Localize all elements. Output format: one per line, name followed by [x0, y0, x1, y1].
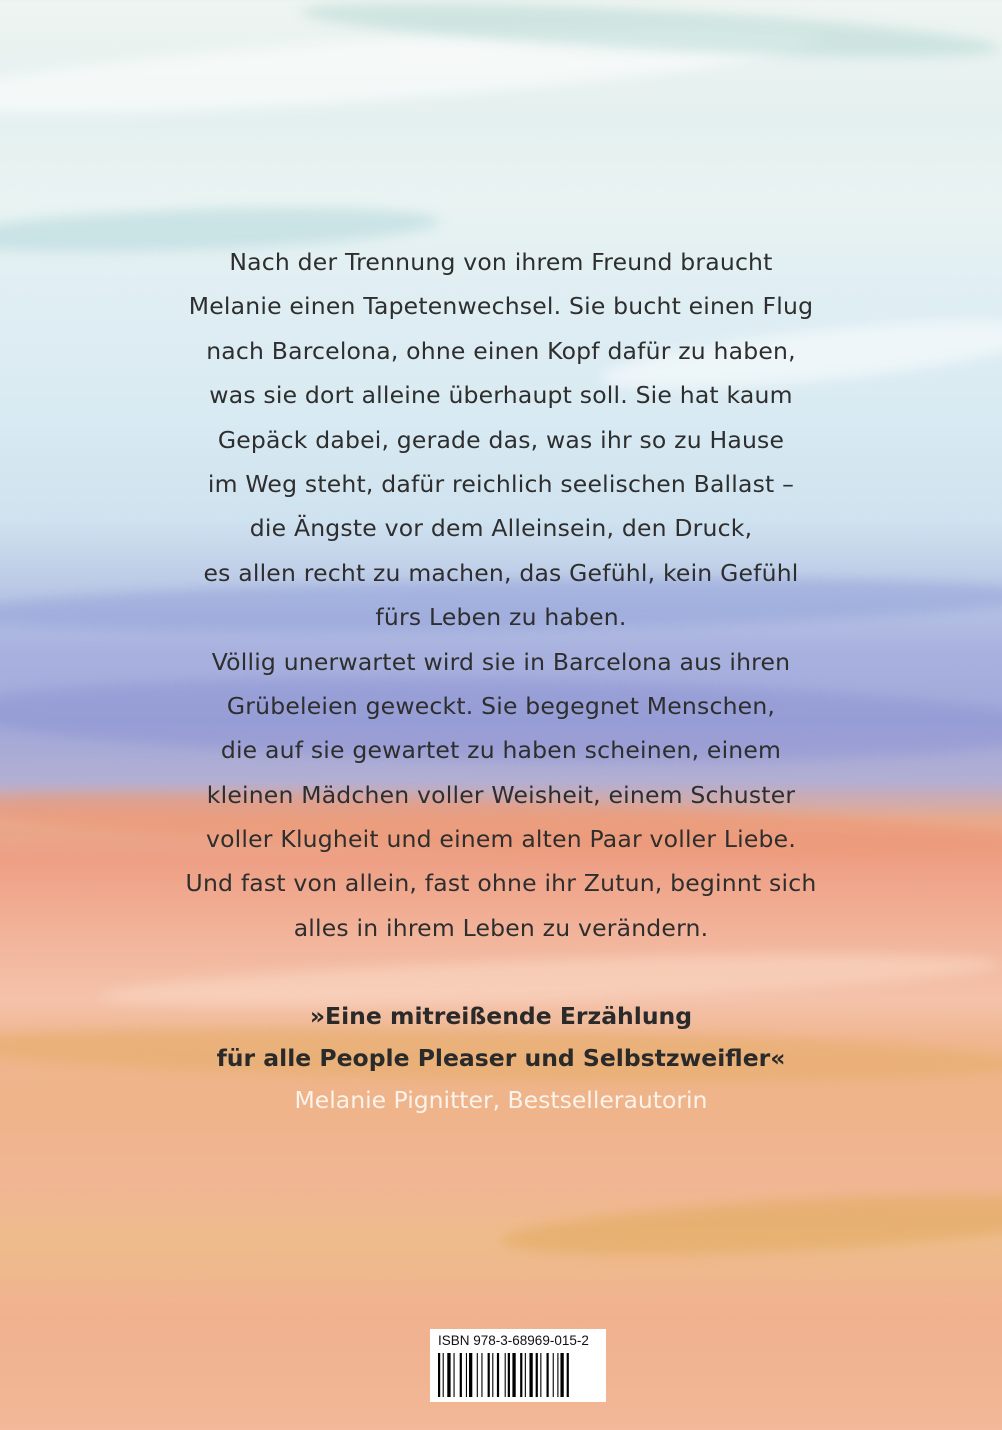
- quote-line-2: für alle People Pleaser und Selbstzweifler«: [216, 1044, 786, 1072]
- blurb-text: [0, 240, 1002, 950]
- isbn-label: ISBN 978-3-68969-015-2: [438, 1333, 589, 1348]
- quote-line-1: »Eine mitreißende Erzählung: [309, 1002, 693, 1030]
- blurb-line: die auf sie gewartet zu haben scheinen, einem: [220, 736, 782, 765]
- blurb-line: Völlig unerwartet wird sie in Barcelona aus ihren: [211, 647, 791, 676]
- blurb-line: Gepäck dabei, gerade das, was ihr so zu Hause: [217, 425, 785, 454]
- blurb-line: alles in ihrem Leben zu verändern.: [293, 913, 709, 942]
- blurb-line: was sie dort alleine überhaupt soll. Sie hat kaum: [209, 381, 793, 410]
- barcode-icon: [438, 1353, 598, 1397]
- blurb-line: kleinen Mädchen voller Weisheit, einem Schuster: [206, 780, 796, 809]
- blurb-line: fürs Leben zu haben.: [375, 603, 627, 632]
- blurb-line: es allen recht zu machen, das Gefühl, kein Gefühl: [203, 558, 799, 587]
- blurb-line: voller Klugheit und einem alten Paar voller Liebe.: [206, 825, 796, 854]
- blurb-line: Nach der Trennung von ihrem Freund braucht: [229, 248, 773, 276]
- blurb-line: die Ängste vor dem Alleinsein, den Druck,: [249, 514, 753, 543]
- isbn-barcode-box: [430, 1329, 606, 1402]
- review-quote: [0, 996, 1002, 1122]
- blurb-line: Melanie einen Tapetenwechsel. Sie bucht einen Flug: [188, 292, 814, 321]
- blurb-line: im Weg steht, dafür reichlich seelischen Ballast –: [207, 469, 795, 498]
- blurb-line: nach Barcelona, ohne einen Kopf dafür zu haben,: [206, 336, 796, 365]
- quote-author: Melanie Pignitter, Bestsellerautorin: [294, 1086, 708, 1114]
- blurb-line: Und fast von allein, fast ohne ihr Zutun, beginnt sich: [185, 869, 817, 898]
- blurb-line: Grübeleien geweckt. Sie begegnet Menschen,: [226, 691, 776, 720]
- brush-stroke-ochre-2: [499, 1184, 1002, 1265]
